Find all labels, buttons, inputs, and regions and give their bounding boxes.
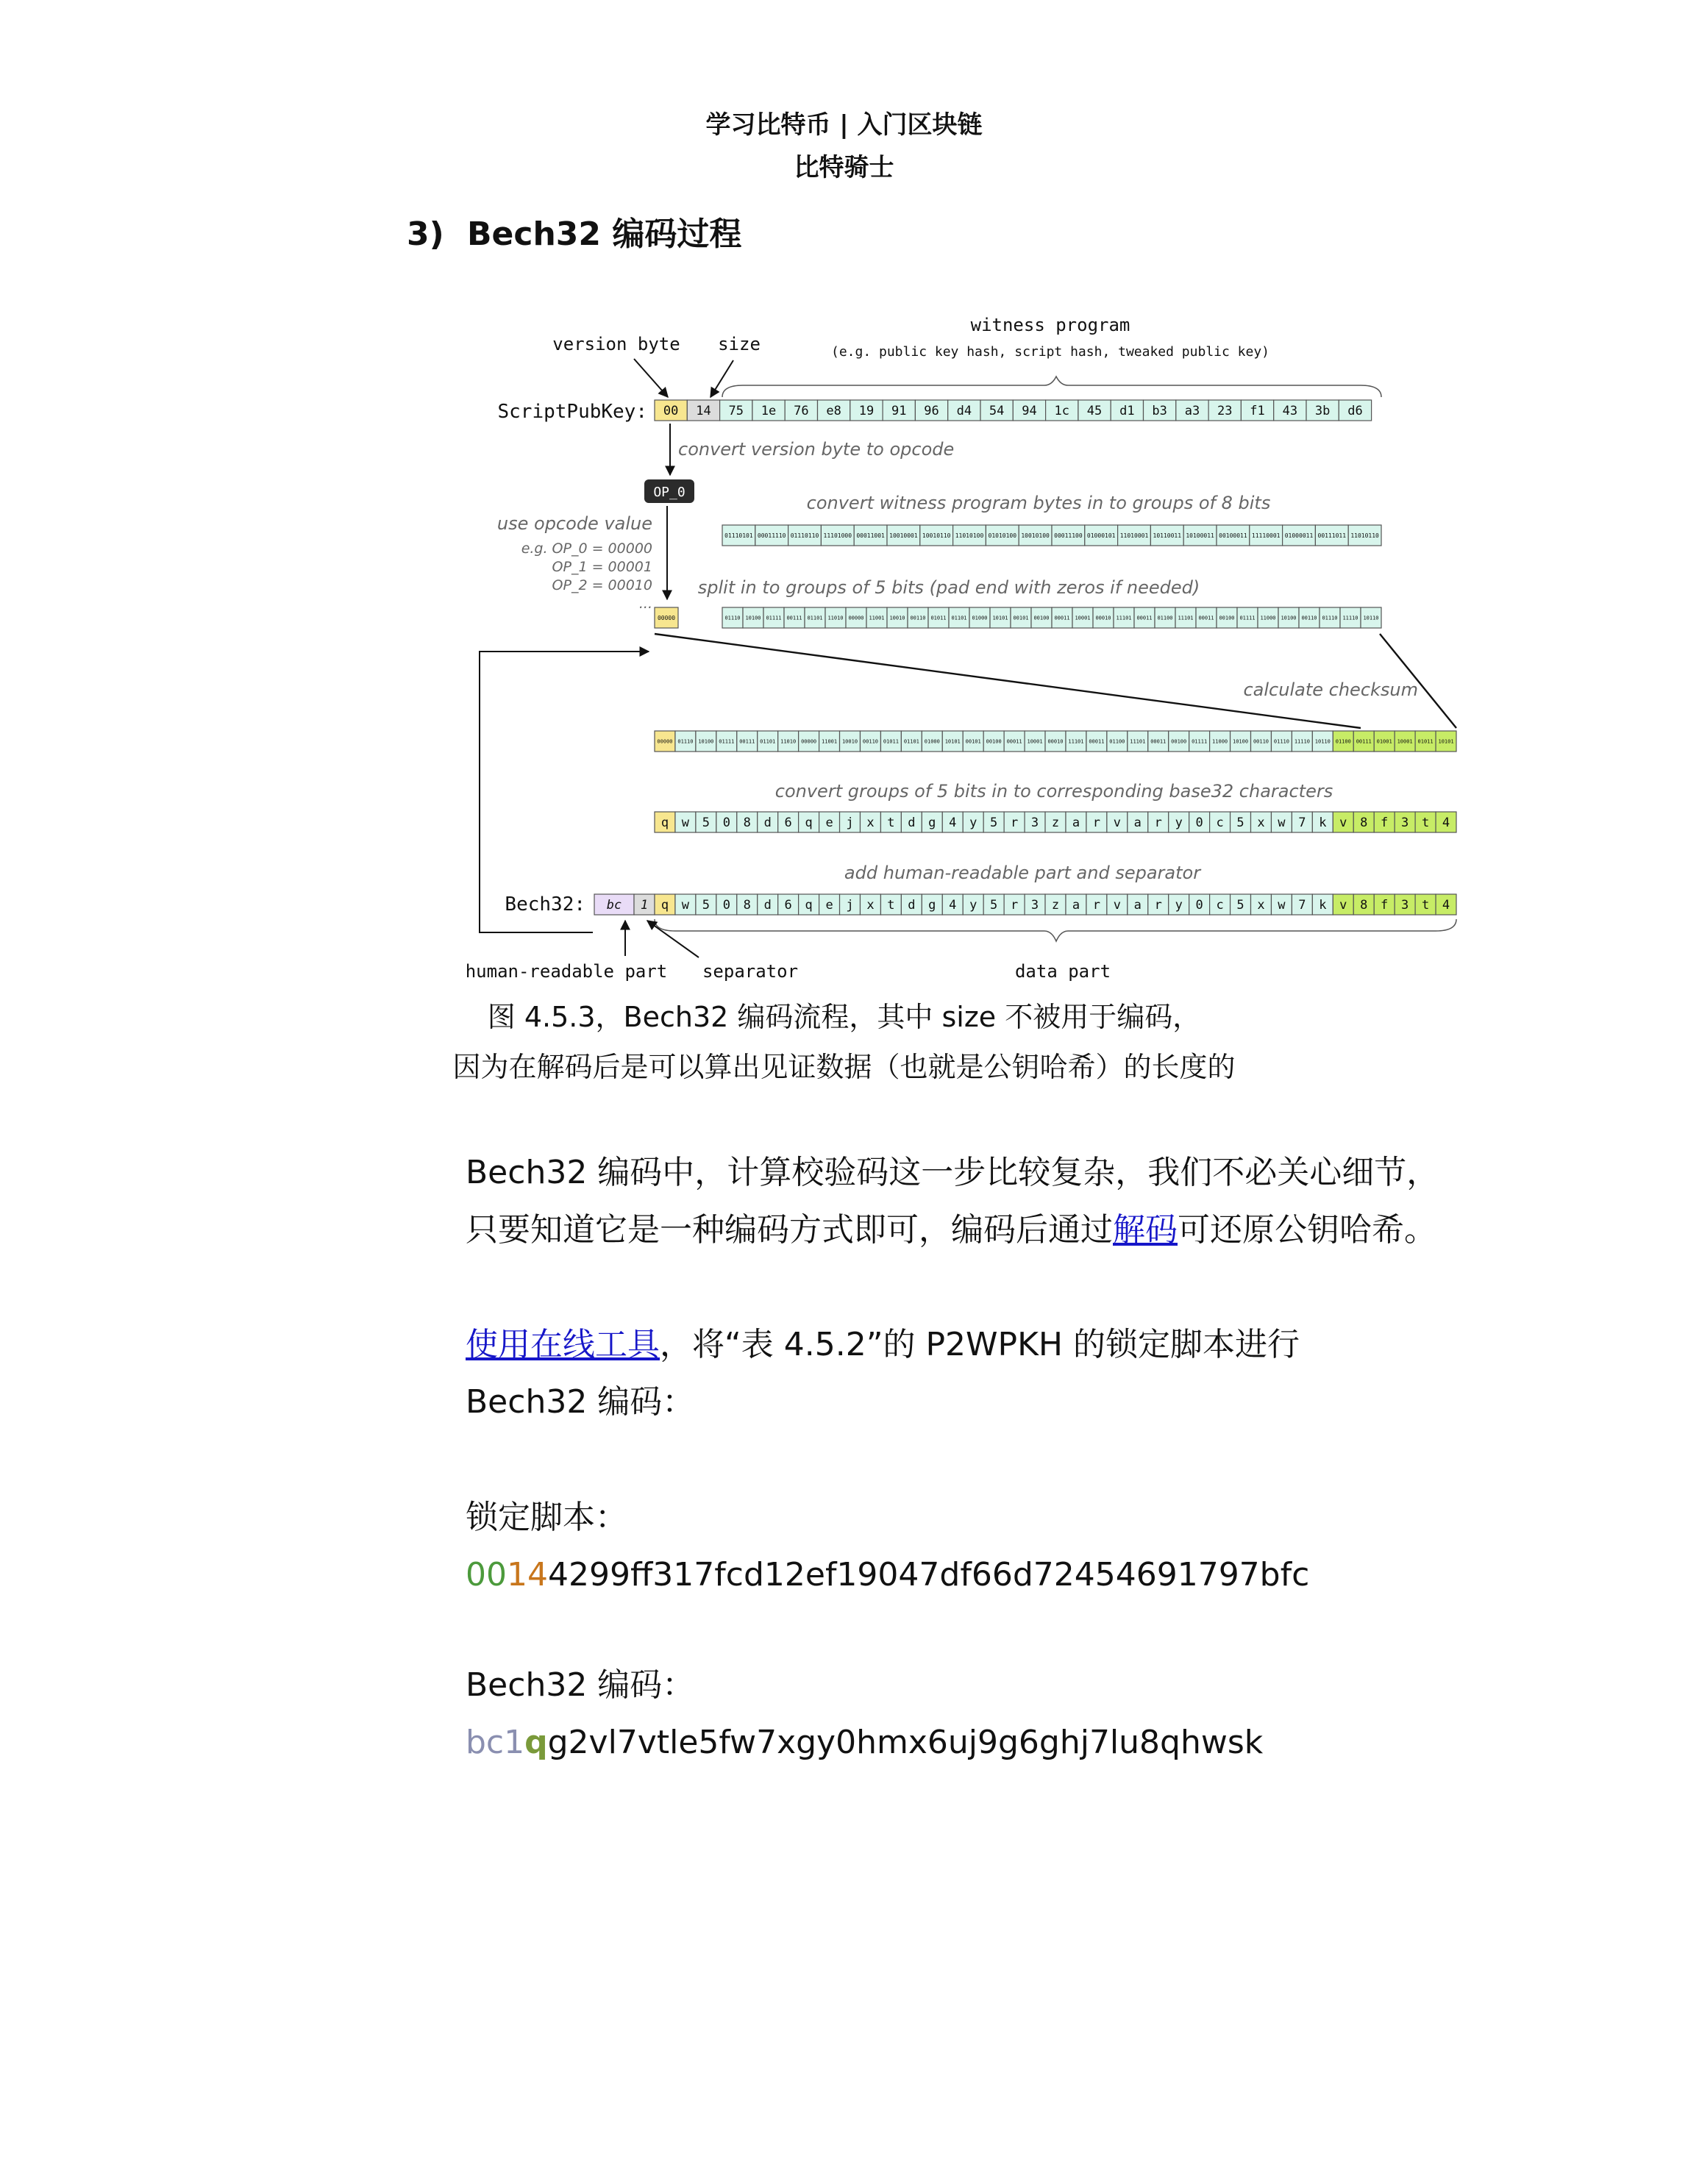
add-hrp-label: add human-readable part and separator [844, 863, 1201, 883]
version-char-cell-label: q [660, 816, 669, 831]
header-subtitle: 比特骑士 [794, 153, 894, 182]
bits8-cell-label: 10010100 [1021, 532, 1050, 539]
text-span: 可还原公钥哈希。 [1178, 1211, 1436, 1249]
data-char-cell-label: r [1154, 816, 1162, 831]
bits8-cell-label: 01000101 [1086, 532, 1116, 539]
bits8-cell-label: 11010001 [1119, 532, 1149, 539]
bech32-data-char-cell-label: 3 [1030, 898, 1039, 913]
program-byte-cell-label: e8 [826, 404, 841, 419]
bech32-data-char-cell-label: r [1092, 898, 1101, 913]
online-tool-link[interactable]: 使用在线工具 [466, 1326, 660, 1363]
bits5-cell-label: 00100 [1219, 615, 1235, 621]
bech32-checksum-char-cell-label: 3 [1401, 898, 1409, 913]
paragraph-online-tool [466, 1316, 1300, 1431]
bech32-data-char-cell-label: j [846, 898, 854, 913]
bech32-checksum-char-cell-label: 4 [1442, 898, 1450, 913]
combined-bits5-cell-label: 00011 [1006, 738, 1022, 745]
address-data-text: g2vl7vtle5fw7xgy0hmx6uj9g6ghj7lu8qhwsk [547, 1724, 1264, 1761]
combined-bits5-cell-label: 00011 [1089, 738, 1105, 745]
combined-bits5-cell-label: 00100 [986, 738, 1002, 745]
bech32-data-char-cell-label: z [1051, 898, 1060, 913]
bits5-cell-label: 01100 [1157, 615, 1173, 621]
bech32-data-char-cell-label: 0 [722, 898, 730, 913]
opcode-badge-label: OP_0 [653, 485, 685, 500]
bits5-cell-label: 00110 [910, 615, 926, 621]
combined-bits5-cell-label: 11110 [1294, 738, 1310, 745]
bech32-data-char-cell-label: d [908, 898, 916, 913]
bech32-data-char-cell-label: x [866, 898, 875, 913]
bits8-cell-label: 10100011 [1186, 532, 1214, 539]
bits8-cell-label: 01000011 [1284, 532, 1314, 539]
bits5-cell-label: 10001 [1075, 615, 1091, 621]
combined-bits5-cell-label: 00100 [1171, 738, 1187, 745]
bits8-cell-label: 00011001 [856, 532, 885, 539]
paragraph-line [466, 1202, 1439, 1259]
witness-example-label: (e.g. public key hash, script hash, tweaked public key) [830, 344, 1270, 360]
bits5-cell-label: 01101 [951, 615, 967, 621]
data-char-cell-label: w [681, 816, 690, 831]
bits8-cell-label: 11110001 [1251, 532, 1281, 539]
bits5-cell-label: 01101 [807, 615, 823, 621]
hrp-label: human-readable part [465, 961, 668, 982]
size-byte-cell-label: 14 [696, 404, 711, 419]
bech32-data-char-cell-label: w [681, 898, 690, 913]
bits8-cell-label: 01110110 [790, 532, 819, 539]
bits5-cell-label: 11110 [1342, 615, 1358, 621]
bech32-data-char-cell-label: y [969, 898, 977, 913]
bits5-cell-label: 10010 [889, 615, 905, 621]
data-char-cell-label: d [763, 816, 772, 831]
data-char-cell-label: w [1278, 816, 1286, 831]
separator-cell-label: 1 [640, 898, 649, 913]
program-byte-cell-label: d6 [1347, 404, 1363, 419]
combined-bits5-cell-label: 01101 [903, 738, 919, 745]
bits8-cell-label: 00011100 [1054, 532, 1083, 539]
bech32-data-char-cell-label: q [805, 898, 813, 913]
data-char-cell-label: y [1175, 816, 1183, 831]
size-arrow [711, 360, 733, 397]
data-char-cell-label: d [908, 816, 916, 831]
data-char-cell-label: x [866, 816, 875, 831]
bits5-cell-label: 00100 [1033, 615, 1050, 621]
data-char-cell-label: 4 [949, 816, 957, 831]
bech32-data-char-cell-label: d [763, 898, 772, 913]
data-char-cell-label: g [928, 816, 936, 831]
bits8-cell-label: 11010110 [1350, 532, 1379, 539]
combined-bits5-cell-label: 00111 [739, 738, 755, 745]
data-char-cell-label: 7 [1298, 816, 1306, 831]
bech32-checksum-char-cell-label: v [1339, 898, 1347, 913]
split5-label: split in to groups of 5 bits (pad end with zeros if needed) [697, 577, 1200, 598]
bits5-cell-label: 00011 [1198, 615, 1214, 621]
data-char-cell-label: 5 [990, 816, 998, 831]
locking-script-label: 锁定脚本： [466, 1499, 627, 1536]
bech32-data-char-cell-label: r [1154, 898, 1162, 913]
data-char-cell-label: 0 [1195, 816, 1203, 831]
bits5-cell-label: 11001 [869, 615, 885, 621]
paragraph-checksum [466, 1144, 1439, 1259]
data-char-cell-label: j [846, 816, 854, 831]
data-char-cell-label: t [887, 816, 895, 831]
combined-bits5-cell-label: 01000 [924, 738, 940, 745]
bech32-data-char-cell-label: 8 [743, 898, 751, 913]
data-char-cell-label: v [1113, 816, 1121, 831]
checksum-bits-cell-label: 10101 [1438, 738, 1454, 745]
bech32-address [466, 1714, 1263, 1771]
bech32-block [466, 1657, 1263, 1771]
program-byte-cell-label: d4 [956, 404, 972, 419]
combined-bits5-cell-label: 10101 [944, 738, 961, 745]
combined-bits5-cell-label: 00000 [801, 738, 817, 745]
program-byte-cell-label: 54 [989, 404, 1005, 419]
bits8-cell-label: 10010001 [889, 532, 918, 539]
program-byte-cell-label: 3b [1314, 404, 1331, 419]
combined-bits5-cell-label: 01100 [1109, 738, 1125, 745]
combined-bits5-cell-label: 00101 [965, 738, 981, 745]
data-char-cell-label: 8 [743, 816, 751, 831]
paragraph-line: Bech32 编码中，计算校验码这一步比较复杂，我们不必关心细节， [466, 1154, 1439, 1191]
data-char-cell-label: 3 [1030, 816, 1039, 831]
data-char-cell-label: r [1010, 816, 1019, 831]
loopback-line [480, 652, 647, 932]
bits5-cell-label: 00101 [1013, 615, 1029, 621]
combined-bits5-cell-label: 11000 [1212, 738, 1228, 745]
bits8-cell-label: 00111011 [1317, 532, 1347, 539]
checksum-bits-cell-label: 01001 [1376, 738, 1392, 745]
bits8-cell-label: 01010100 [988, 532, 1017, 539]
bits5-cell-label: 01111 [766, 615, 782, 621]
bits5-cell-label: 10101 [992, 615, 1008, 621]
separator-arrow [647, 921, 699, 957]
combined-bits5-cell-label: 00110 [862, 738, 879, 745]
size-label: size [718, 334, 761, 354]
bits5-cell-label: 01111 [1239, 615, 1256, 621]
data-part-brace [655, 919, 1456, 941]
bits8-cell-label: 11101000 [823, 532, 852, 539]
combined-bits5-cell-label: 10010 [841, 738, 858, 745]
bech32-version-char-cell-label: q [660, 898, 669, 913]
bits5-cell-label: 01000 [972, 615, 988, 621]
combined-bits5-cell-label: 00010 [1047, 738, 1064, 745]
bits5-cell-label: 00111 [786, 615, 802, 621]
checksum-char-cell-label: f [1381, 816, 1389, 831]
bits5-cell-label: 10100 [745, 615, 761, 621]
program-byte-cell-label: f1 [1250, 404, 1265, 419]
bech32-checksum-char-cell-label: 8 [1360, 898, 1368, 913]
locking-script-block [466, 1489, 1309, 1604]
bech32-label: Bech32 编码： [466, 1666, 695, 1704]
bech32-encoding-diagram [0, 0, 1688, 1000]
bits5-cell-label: 11010 [827, 615, 844, 621]
data-char-cell-label: 5 [702, 816, 710, 831]
bits5-cell-label: 11000 [1260, 615, 1276, 621]
bits5-cell-label: 00011 [1054, 615, 1070, 621]
data-part-label: data part [1014, 961, 1111, 982]
bits5-cell-label: 10100 [1281, 615, 1297, 621]
checksum-char-cell-label: 4 [1442, 816, 1450, 831]
paragraph-line [466, 1316, 1300, 1374]
version-byte-cell-label: 00 [663, 404, 679, 419]
locking-script-value [466, 1546, 1309, 1604]
program-byte-cell-label: 43 [1282, 404, 1298, 419]
checksum-bits-cell-label: 10001 [1397, 738, 1413, 745]
program-byte-cell-label: 76 [794, 404, 809, 419]
bits8-cell-label: 00100011 [1219, 532, 1247, 539]
combined-bits5-cell-label: 00110 [1253, 738, 1269, 745]
bits5-cell-label: 00110 [1301, 615, 1317, 621]
combined-bits5-cell-label: 10001 [1027, 738, 1043, 745]
combined-bits5-cell-label: 11101 [1130, 738, 1146, 745]
data-char-cell-label: z [1051, 816, 1060, 831]
combined-bits5-cell-label: 01101 [760, 738, 776, 745]
bits5-cell-label: 01110 [1322, 615, 1338, 621]
section-number: 3) [407, 215, 444, 253]
program-byte-cell-label: 1c [1054, 404, 1069, 419]
combined-bits5-cell-label: 11101 [1068, 738, 1084, 745]
opcode-example-label: ... [638, 596, 652, 612]
bits8-cell-label: 01110101 [724, 532, 753, 539]
bech32-data-char-cell-label: x [1257, 898, 1265, 913]
opcode-example-label: e.g. OP_0 = 00000 [521, 540, 652, 557]
bech32-data-char-cell-label: a [1072, 898, 1080, 913]
bech32-checksum-char-cell-label: f [1381, 898, 1389, 913]
data-char-cell-label: 5 [1236, 816, 1244, 831]
bits8-cell-label: 10110011 [1153, 532, 1182, 539]
version-5bit-cell-label: 00000 [657, 614, 676, 621]
program-byte-cell-label: a3 [1184, 404, 1200, 419]
checksum-char-cell-label: 3 [1401, 816, 1409, 831]
bech32-row-label: Bech32: [505, 893, 585, 916]
size-byte-text: 14 [507, 1556, 548, 1594]
figure-caption-line2: 因为在解码后是可以算出见证数据（也就是公钥哈希）的长度的 [452, 1051, 1236, 1083]
program-byte-cell-label: 23 [1217, 404, 1233, 419]
program-byte-cell-label: 19 [858, 404, 875, 419]
program-byte-cell-label: d1 [1119, 404, 1135, 419]
version-char-text: q [524, 1724, 548, 1761]
bits5-cell-label: 11101 [1116, 615, 1132, 621]
opcode-example-label: OP_2 = 00010 [552, 577, 652, 593]
bech32-data-char-cell-label: a [1133, 898, 1142, 913]
bech32-data-char-cell-label: 5 [702, 898, 710, 913]
program-byte-cell-label: 75 [728, 404, 744, 419]
convert-version-label: convert version byte to opcode [678, 439, 955, 460]
checksum-bits-cell-label: 00111 [1356, 738, 1372, 745]
combined-bits5-cell-label: 11010 [780, 738, 797, 745]
convert-witness-label: convert witness program bytes in to groups of 8 bits [806, 493, 1271, 513]
section-title: Bech32 编码过程 [467, 215, 742, 253]
bits5-cell-label: 00000 [848, 615, 864, 621]
bech32-data-char-cell-label: k [1319, 898, 1327, 913]
figure-caption-line1: 图 4.5.3，Bech32 编码流程，其中 size 不被用于编码， [487, 1001, 1201, 1033]
bech32-data-char-cell-label: r [1010, 898, 1019, 913]
data-char-cell-label: a [1133, 816, 1142, 831]
bits5-cell-label: 00010 [1095, 615, 1111, 621]
bech32-data-char-cell-label: 5 [1236, 898, 1244, 913]
bech32-data-char-cell-label: c [1216, 898, 1224, 913]
bits8-cell-label: 11010100 [955, 532, 984, 539]
version-byte-label: version byte [552, 334, 680, 354]
bech32-data-char-cell-label: 4 [949, 898, 957, 913]
program-byte-cell-label: 96 [924, 404, 939, 419]
combined-bits5-cell-label: 01110 [1273, 738, 1289, 745]
data-char-cell-label: y [969, 816, 977, 831]
separator-label: separator [702, 961, 799, 982]
data-char-cell-label: e [825, 816, 833, 831]
data-char-cell-label: 0 [722, 816, 730, 831]
combined-bits5-cell-label: 01011 [883, 738, 899, 745]
decode-link[interactable]: 解码 [1113, 1211, 1178, 1249]
program-byte-cell-label: 45 [1086, 404, 1103, 419]
bits8-cell-label: 00011110 [757, 532, 786, 539]
bits5-cell-label: 01110 [724, 615, 741, 621]
data-char-cell-label: k [1319, 816, 1327, 831]
data-char-cell-label: 6 [784, 816, 792, 831]
opcode-example-label: OP_1 = 00001 [552, 559, 652, 575]
bech32-data-char-cell-label: w [1278, 898, 1286, 913]
bech32-data-char-cell-label: g [928, 898, 936, 913]
version-byte-arrow [634, 359, 668, 397]
bits8-cell-label: 10010110 [922, 532, 951, 539]
witness-brace [722, 377, 1381, 397]
bech32-data-char-cell-label: e [825, 898, 833, 913]
combined-bits5-cell-label: 10100 [1232, 738, 1249, 745]
checksum-char-cell-label: 8 [1360, 816, 1368, 831]
combined-bits5-cell-label: 10100 [698, 738, 714, 745]
paragraph-line: Bech32 编码： [466, 1383, 695, 1421]
program-byte-cell-label: b3 [1152, 404, 1167, 419]
combined-bits5-cell-label: 01110 [677, 738, 694, 745]
checksum-label: calculate checksum [1243, 679, 1418, 700]
combined-version-cell-label: 00000 [657, 738, 673, 745]
program-byte-cell-label: 1e [761, 404, 777, 419]
program-byte-cell-label: 91 [891, 404, 907, 419]
hrp-text: bc1 [466, 1724, 525, 1761]
convert-base32-label: convert groups of 5 bits in to corresponding base32 characters [774, 781, 1333, 802]
combined-bits5-cell-label: 01111 [1192, 738, 1208, 745]
checksum-bits-cell-label: 01011 [1417, 738, 1434, 745]
witness-program-label: witness program [970, 315, 1130, 335]
combined-bits5-cell-label: 10110 [1314, 738, 1331, 745]
bits5-cell-label: 10110 [1363, 615, 1379, 621]
bech32-data-char-cell-label: 6 [784, 898, 792, 913]
bits5-cell-label: 01011 [930, 615, 947, 621]
bech32-data-char-cell-label: t [887, 898, 895, 913]
hrp-cell-label: bc [606, 898, 622, 913]
combined-bits5-cell-label: 11001 [822, 738, 838, 745]
header-title: 学习比特币 | 入门区块链 [705, 110, 983, 140]
data-char-cell-label: a [1072, 816, 1080, 831]
checksum-char-cell-label: v [1339, 816, 1347, 831]
bech32-data-char-cell-label: 7 [1298, 898, 1306, 913]
version-byte-text: 00 [466, 1556, 507, 1594]
data-char-cell-label: c [1216, 816, 1224, 831]
bech32-data-char-cell-label: y [1175, 898, 1183, 913]
use-opcode-label: use opcode value [496, 513, 652, 534]
combined-bits5-cell-label: 00011 [1150, 738, 1167, 745]
bech32-data-char-cell-label: v [1113, 898, 1121, 913]
text-span: ，将“表 4.5.2”的 P2WPKH 的锁定脚本进行 [660, 1326, 1300, 1363]
checksum-bits-cell-label: 01100 [1335, 738, 1351, 745]
program-byte-cell-label: 94 [1022, 404, 1037, 419]
bech32-data-char-cell-label: 5 [990, 898, 998, 913]
bits5-cell-label: 00011 [1136, 615, 1153, 621]
text-span: 只要知道它是一种编码方式即可，编码后通过 [466, 1211, 1113, 1249]
data-char-cell-label: q [805, 816, 813, 831]
bech32-checksum-char-cell-label: t [1421, 898, 1430, 913]
checksum-char-cell-label: t [1421, 816, 1430, 831]
data-char-cell-label: r [1092, 816, 1101, 831]
bits5-cell-label: 11101 [1178, 615, 1194, 621]
scriptpubkey-label: ScriptPubKey: [497, 401, 647, 423]
combined-bits5-cell-label: 01111 [719, 738, 735, 745]
data-char-cell-label: x [1257, 816, 1265, 831]
pubkey-hash-text: 4299ff317fcd12ef19047df66d72454691797bfc [548, 1556, 1310, 1594]
bech32-data-char-cell-label: 0 [1195, 898, 1203, 913]
